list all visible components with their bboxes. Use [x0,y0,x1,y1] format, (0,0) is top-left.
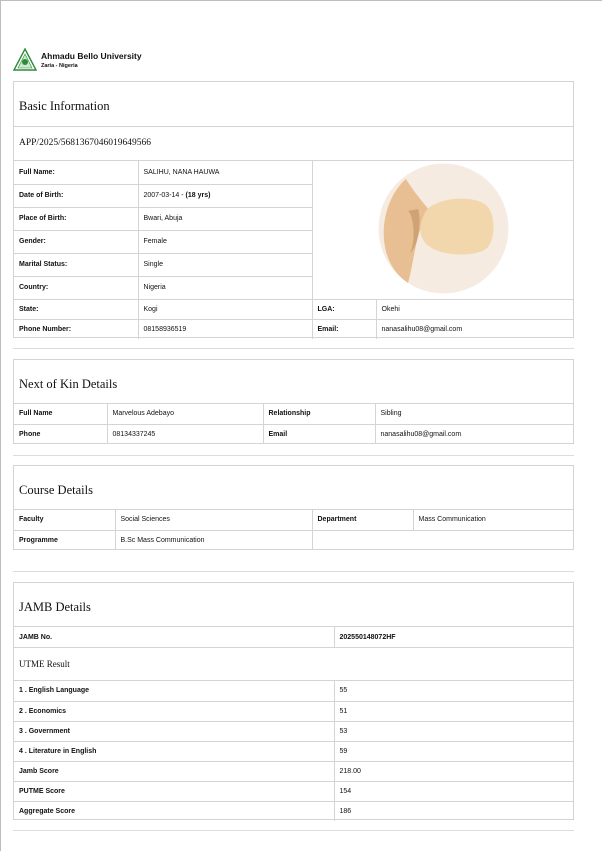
putme-score-value: 154 [334,781,573,801]
state-value: Kogi [138,299,312,319]
state-label: State: [14,299,138,319]
table-row [14,781,573,801]
kin-name-value: Marvelous Adebayo [107,404,263,424]
programme-label: Programme [14,530,115,550]
table-row [14,424,573,444]
utme-result-heading: UTME Result [14,647,573,681]
table-row [14,721,573,741]
kin-phone-value: 08134337245 [107,424,263,444]
application-number: APP/2025/5681367046019649566 [14,127,573,161]
marital-value: Single [138,253,312,276]
kin-email-label: Email [263,424,375,444]
faculty-value: Social Sciences [115,510,312,530]
pob-value: Bwari, Abuja [138,207,312,230]
course-details-table [14,510,573,550]
aggregate-score-label: Aggregate Score [14,801,334,821]
section-divider [13,571,574,572]
section-title: Basic Information [14,82,573,127]
university-logo-icon [13,48,37,72]
jamb-no-value: 202550148072HF [334,627,573,647]
university-location: Zaria - Nigeria [41,63,78,69]
gender-label: Gender: [14,230,138,253]
table-row [14,627,573,647]
phone-label: Phone Number: [14,319,138,339]
section-title: Course Details [14,466,573,510]
gender-value: Female [138,230,312,253]
table-row [14,404,573,424]
basic-information-section [13,81,574,338]
page-border-top [0,0,602,1]
jamb-no-label: JAMB No. [14,627,334,647]
utme-result-table [14,681,573,821]
university-name: Ahmadu Bello University [41,51,142,61]
table-row [14,530,573,550]
kin-name-label: Full Name [14,404,107,424]
section-divider [13,348,574,349]
table-row [14,741,573,761]
department-label: Department [312,510,413,530]
programme-value: B.Sc Mass Communication [115,530,312,550]
marital-label: Marital Status: [14,253,138,276]
jamb-number-table [14,627,573,647]
next-of-kin-section [13,359,574,444]
lga-value: Okehi [376,299,573,319]
dob-value [138,184,312,207]
jamb-details-section [13,582,574,820]
lga-label: LGA: [312,299,376,319]
subject-name: 1 . English Language [14,681,334,701]
section-title: Next of Kin Details [14,360,573,404]
full-name-label: Full Name: [14,161,138,184]
subject-name: 3 . Government [14,721,334,741]
subject-name: 4 . Literature in English [14,741,334,761]
subject-score: 59 [334,741,573,761]
pob-label: Place of Birth: [14,207,138,230]
subject-score: 51 [334,701,573,721]
kin-email-value: nanasalihu08@gmail.com [375,424,573,444]
table-row [14,299,573,319]
basic-info-table [14,161,573,339]
next-of-kin-table [14,404,573,444]
table-row [14,319,573,339]
empty-cell [312,530,573,550]
department-value: Mass Communication [413,510,573,530]
section-title: JAMB Details [14,583,573,627]
country-label: Country: [14,276,138,299]
photo-cell [312,161,573,299]
table-row [14,161,573,184]
kin-relationship-label: Relationship [263,404,375,424]
full-name-value: SALIHU, NANA HAUWA [138,161,312,184]
subject-score: 53 [334,721,573,741]
course-details-section [13,465,574,550]
section-divider [13,830,574,831]
table-row [14,761,573,781]
dob-date: 2007-03-14 - [143,192,186,199]
subject-score: 55 [334,681,573,701]
kin-phone-label: Phone [14,424,107,444]
jamb-score-label: Jamb Score [14,761,334,781]
putme-score-label: PUTME Score [14,781,334,801]
table-row [14,801,573,821]
section-divider [13,455,574,456]
table-row [14,681,573,701]
age-value: (18 yrs) [185,192,211,199]
country-value: Nigeria [138,276,312,299]
table-row [14,510,573,530]
subject-name: 2 . Economics [14,701,334,721]
faculty-label: Faculty [14,510,115,530]
email-label: Email: [312,319,376,339]
phone-value: 08158936519 [138,319,312,339]
avatar-photo [378,163,509,294]
table-row [14,701,573,721]
dob-label: Date of Birth: [14,184,138,207]
page-border-left [0,0,1,851]
aggregate-score-value: 186 [334,801,573,821]
kin-relationship-value: Sibling [375,404,573,424]
email-value: nanasalihu08@gmail.com [376,319,573,339]
jamb-score-value: 218.00 [334,761,573,781]
